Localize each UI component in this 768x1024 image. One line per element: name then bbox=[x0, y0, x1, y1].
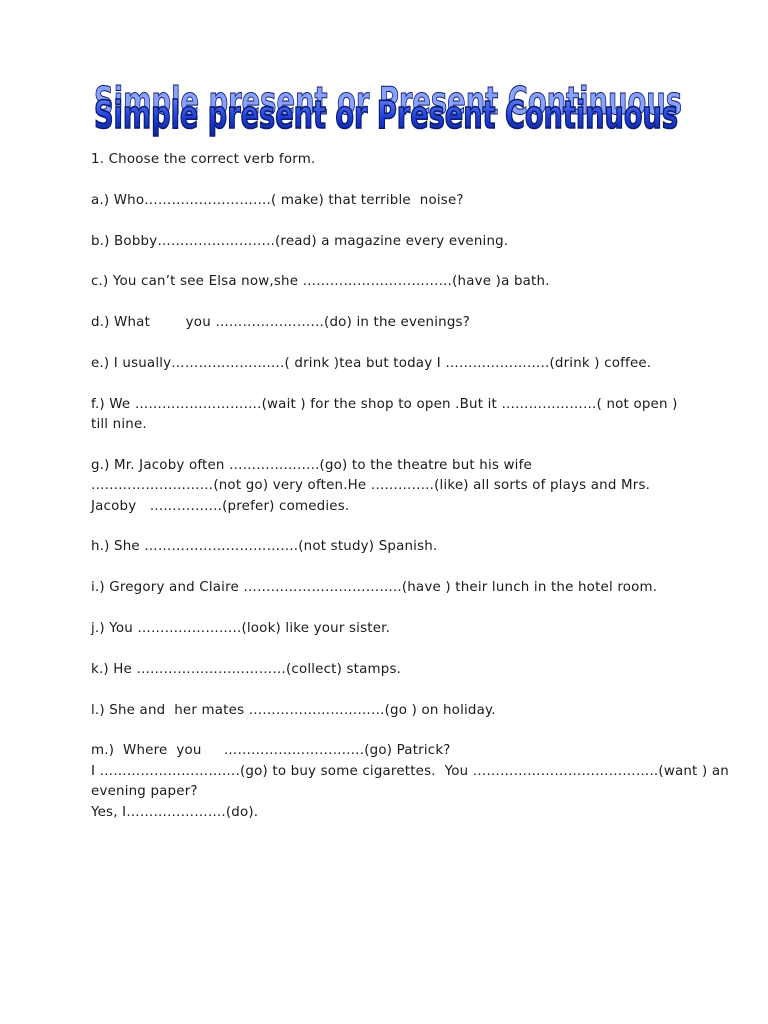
exercise-item bbox=[91, 354, 691, 374]
worksheet-content bbox=[91, 150, 729, 823]
exercise-line: e.) I usually…………………….( drink )tea but today I …………………..(drink ) coffee. bbox=[91, 355, 652, 371]
exercise-line: d.) What you ……………………(do) in the evenings? bbox=[91, 315, 471, 331]
exercise-line: k.) He ……………………………(collect) stamps. bbox=[91, 661, 402, 677]
exercise-item bbox=[91, 191, 691, 211]
exercise-item bbox=[91, 619, 691, 639]
exercise-line: Jacoby …………….(prefer) comedies. bbox=[91, 498, 350, 514]
wordart-title bbox=[88, 78, 688, 138]
exercise-line: g.) Mr. Jacoby often ………………..(go) to the theatre but his wife bbox=[91, 457, 532, 473]
exercise-line: b.) Bobby……………………..(read) a magazine every evening. bbox=[91, 233, 509, 249]
exercise-item bbox=[91, 741, 729, 823]
title-shadow-text: Simple present or Present Continuous bbox=[94, 79, 682, 123]
exercise-line: evening paper? bbox=[91, 784, 198, 800]
exercise-line: h.) She …………………………….(not study) Spanish. bbox=[91, 539, 438, 555]
exercise-line: j.) You …………………..(look) like your sister. bbox=[91, 620, 391, 636]
exercise-item bbox=[91, 313, 691, 333]
exercise-item bbox=[91, 660, 691, 680]
exercise-line: a.) Who……………………….( make) that terrible noise? bbox=[91, 192, 464, 208]
exercise-list bbox=[91, 191, 729, 823]
exercise-line: i.) Gregory and Claire ……………………………..(have ) their lunch in the hotel room. bbox=[91, 580, 658, 596]
exercise-item bbox=[91, 456, 691, 517]
exercise-line: f.) We ……………………….(wait ) for the shop to open .But it …………………( not open ) bbox=[91, 396, 678, 412]
exercise-item bbox=[91, 701, 691, 721]
exercise-line: I ………………………….(go) to buy some cigarettes. You …………………………………..(want ) an bbox=[91, 763, 729, 779]
exercise-line: till nine. bbox=[91, 417, 147, 433]
worksheet-title bbox=[88, 78, 688, 138]
title-main-text: Simple present or Present Continuous bbox=[94, 93, 678, 137]
exercise-item bbox=[91, 395, 691, 436]
exercise-line: ………………………(not go) very often.He …………..(like) all sorts of plays and Mrs. bbox=[91, 478, 651, 494]
exercise-line: Yes, I………………….(do). bbox=[91, 804, 259, 820]
exercise-item bbox=[91, 537, 691, 557]
exercise-line: m.) Where you ………………………….(go) Patrick? bbox=[91, 743, 451, 759]
exercise-item bbox=[91, 272, 691, 292]
exercise-item bbox=[91, 232, 691, 252]
exercise-line: l.) She and her mates …………………………(go ) on holiday. bbox=[91, 702, 496, 718]
exercise-item bbox=[91, 578, 691, 598]
exercise-line: c.) You can’t see Elsa now,she ……………………………(have )a bath. bbox=[91, 274, 550, 290]
instruction-text: 1. Choose the correct verb form. bbox=[91, 152, 316, 167]
